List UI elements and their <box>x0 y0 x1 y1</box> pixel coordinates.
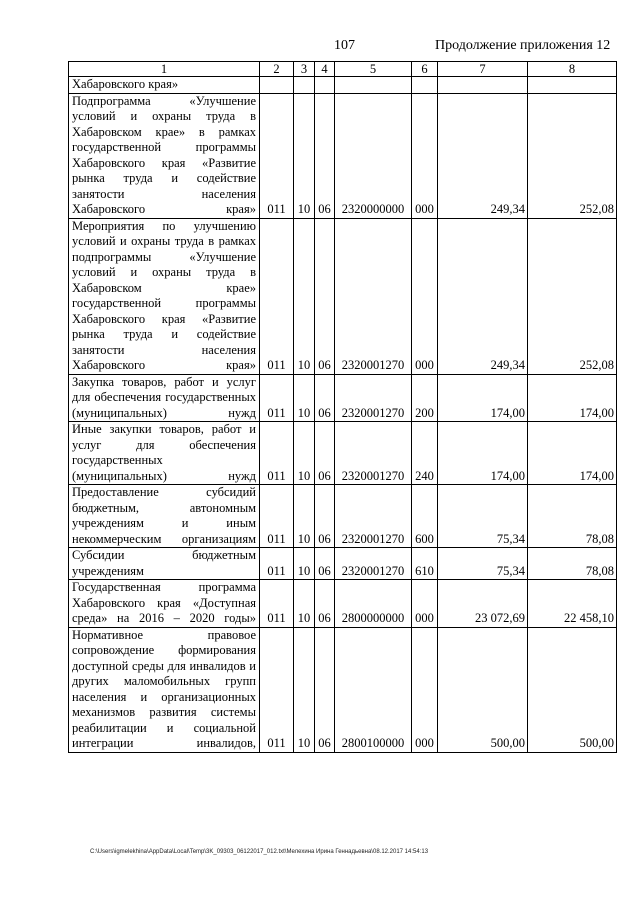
table-row <box>69 93 617 218</box>
row-expense-type: 600 <box>412 485 438 548</box>
row-amount-2018 <box>438 77 528 94</box>
row-target-article: 2320000000 <box>335 93 412 218</box>
row-amount-2019: 174,00 <box>528 374 617 422</box>
row-ministry-code: 011 <box>260 93 294 218</box>
row-expense-type: 000 <box>412 93 438 218</box>
row-amount-2019: 252,08 <box>528 218 617 374</box>
row-name: Подпрограмма «Улучшение условий и охраны труда в Хабаровском крае» в рамках государственной программы Хабаровского края «Развитие рынка труда и содействие занятости населения Хабаровского края» <box>69 93 260 218</box>
row-amount-2018: 23 072,69 <box>438 580 528 628</box>
row-target-article: 2320001270 <box>335 374 412 422</box>
row-section: 10 <box>294 218 315 374</box>
row-ministry-code: 011 <box>260 374 294 422</box>
row-expense-type <box>412 77 438 94</box>
row-amount-2019: 174,00 <box>528 422 617 485</box>
row-amount-2019: 500,00 <box>528 627 617 752</box>
row-subsection: 06 <box>315 485 335 548</box>
column-header: 4 <box>315 62 335 77</box>
row-amount-2019: 22 458,10 <box>528 580 617 628</box>
row-target-article: 2800100000 <box>335 627 412 752</box>
row-subsection: 06 <box>315 548 335 580</box>
row-subsection: 06 <box>315 580 335 628</box>
row-subsection: 06 <box>315 218 335 374</box>
row-amount-2019: 252,08 <box>528 93 617 218</box>
column-header: 8 <box>528 62 617 77</box>
table-row <box>69 374 617 422</box>
row-ministry-code <box>260 77 294 94</box>
page-number: 107 <box>334 38 355 53</box>
row-ministry-code: 011 <box>260 548 294 580</box>
column-header: 3 <box>294 62 315 77</box>
row-target-article: 2320001270 <box>335 485 412 548</box>
table-row <box>69 580 617 628</box>
footer-file-path: C:\Users\igmelekhina\AppData\Local\Temp\3K_09303_06122017_012.txt\Мелехина Ирина Геннадьевна\08.12.2017 14:54:13 <box>90 849 429 855</box>
row-amount-2019 <box>528 77 617 94</box>
appendix-label: Продолжение приложения 12 <box>435 38 611 53</box>
row-subsection: 06 <box>315 374 335 422</box>
table-row <box>69 485 617 548</box>
row-expense-type: 610 <box>412 548 438 580</box>
row-expense-type: 000 <box>412 627 438 752</box>
row-expense-type: 240 <box>412 422 438 485</box>
row-expense-type: 000 <box>412 580 438 628</box>
budget-table <box>68 61 617 753</box>
row-name: Государственная программа Хабаровского края «Доступная среда» на 2016 – 2020 годы» <box>69 580 260 628</box>
row-target-article: 2320001270 <box>335 218 412 374</box>
row-subsection <box>315 77 335 94</box>
row-expense-type: 000 <box>412 218 438 374</box>
table-header-row <box>69 62 617 77</box>
row-amount-2018: 249,34 <box>438 93 528 218</box>
table-row <box>69 218 617 374</box>
row-amount-2018: 174,00 <box>438 374 528 422</box>
table-row <box>69 422 617 485</box>
row-section: 10 <box>294 548 315 580</box>
column-header: 2 <box>260 62 294 77</box>
table-row <box>69 548 617 580</box>
row-amount-2019: 78,08 <box>528 548 617 580</box>
row-amount-2019: 78,08 <box>528 485 617 548</box>
row-name: Предоставление субсидий бюджетным, автономным учреждениям и иным некоммерческим организациям <box>69 485 260 548</box>
row-target-article: 2320001270 <box>335 548 412 580</box>
row-name: Нормативное правовое сопровождение формирования доступной среды для инвалидов и других маломобильных групп населения и организационных механизмов развития системы реабилитации и социальной интеграции инвалидов, <box>69 627 260 752</box>
row-target-article: 2320001270 <box>335 422 412 485</box>
column-header: 7 <box>438 62 528 77</box>
row-target-article <box>335 77 412 94</box>
column-header: 6 <box>412 62 438 77</box>
row-ministry-code: 011 <box>260 218 294 374</box>
row-amount-2018: 75,34 <box>438 548 528 580</box>
row-name: Иные закупки товаров, работ и услуг для обеспечения государственных (муниципальных) нужд <box>69 422 260 485</box>
row-subsection: 06 <box>315 422 335 485</box>
row-amount-2018: 174,00 <box>438 422 528 485</box>
row-name: Мероприятия по улучшению условий и охраны труда в рамках подпрограммы «Улучшение условий и охраны труда в Хабаровском крае» государственной программы Хабаровского края «Развитие рынка труда и содействие занятости населения Хабаровского края» <box>69 218 260 374</box>
row-ministry-code: 011 <box>260 422 294 485</box>
row-section: 10 <box>294 93 315 218</box>
column-header: 5 <box>335 62 412 77</box>
row-section <box>294 77 315 94</box>
table-row <box>69 77 617 94</box>
row-section: 10 <box>294 422 315 485</box>
row-ministry-code: 011 <box>260 580 294 628</box>
row-section: 10 <box>294 627 315 752</box>
row-name: Закупка товаров, работ и услуг для обеспечения государственных (муниципальных) нужд <box>69 374 260 422</box>
row-section: 10 <box>294 485 315 548</box>
row-subsection: 06 <box>315 93 335 218</box>
row-amount-2018: 75,34 <box>438 485 528 548</box>
table-row <box>69 627 617 752</box>
row-ministry-code: 011 <box>260 485 294 548</box>
row-section: 10 <box>294 374 315 422</box>
row-amount-2018: 500,00 <box>438 627 528 752</box>
row-name: Хабаровского края» <box>69 77 260 94</box>
row-subsection: 06 <box>315 627 335 752</box>
column-header: 1 <box>69 62 260 77</box>
row-amount-2018: 249,34 <box>438 218 528 374</box>
row-expense-type: 200 <box>412 374 438 422</box>
row-ministry-code: 011 <box>260 627 294 752</box>
row-section: 10 <box>294 580 315 628</box>
row-target-article: 2800000000 <box>335 580 412 628</box>
row-name: Субсидии бюджетным учреждениям <box>69 548 260 580</box>
